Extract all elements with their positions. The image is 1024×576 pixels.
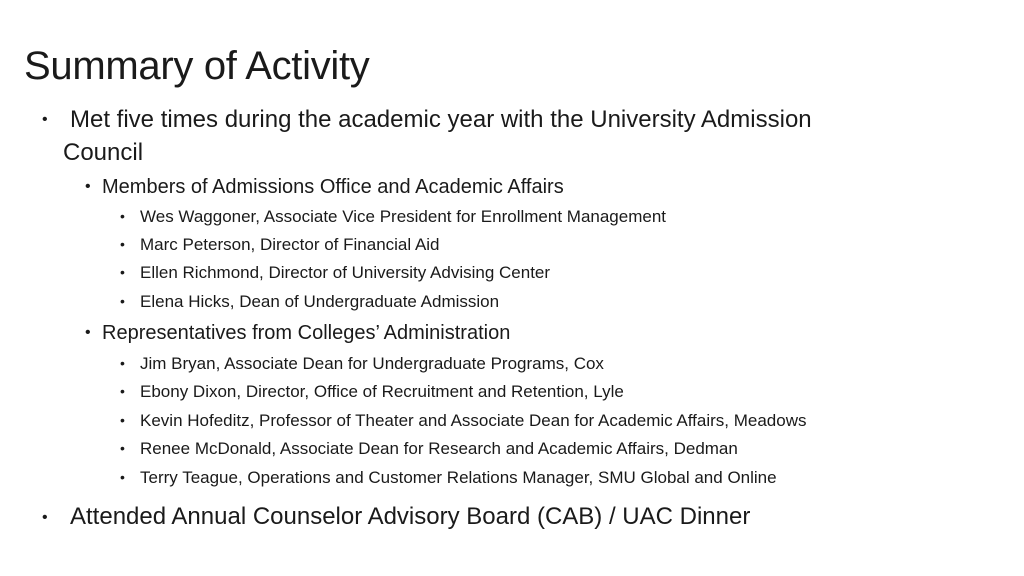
bullet-icon: • bbox=[120, 208, 125, 224]
member-item: Terry Teague, Operations and Customer Relations Manager, SMU Global and Online bbox=[140, 468, 777, 487]
member-item: Wes Waggoner, Associate Vice President for Enrollment Management bbox=[140, 207, 667, 226]
bullet-icon: • bbox=[85, 178, 91, 195]
bullet-icon: • bbox=[42, 509, 48, 526]
member-item: Renee McDonald, Associate Dean for Research and Academic Affairs, Dedman bbox=[140, 439, 738, 458]
member-item: Elena Hicks, Dean of Undergraduate Admission bbox=[140, 292, 500, 311]
bullet-icon: • bbox=[42, 111, 48, 128]
point-1-text-continued: Council bbox=[63, 139, 144, 166]
bullet-icon: • bbox=[120, 293, 125, 309]
group-members-admissions: Members of Admissions Office and Academic Affairs bbox=[102, 176, 564, 198]
member-item: Kevin Hofeditz, Professor of Theater and Associate Dean for Academic Affairs, Meadows bbox=[140, 411, 807, 430]
member-item: Jim Bryan, Associate Dean for Undergraduate Programs, Cox bbox=[140, 354, 604, 373]
bullet-icon: • bbox=[120, 440, 125, 456]
group-colleges-administration: Representatives from Colleges’ Administration bbox=[102, 322, 511, 344]
bullet-icon: • bbox=[120, 412, 125, 428]
bullet-icon: • bbox=[120, 469, 125, 485]
bullet-icon: • bbox=[120, 264, 125, 280]
point-2-text: Attended Annual Counselor Advisory Board (CAB) / UAC Dinner bbox=[70, 503, 751, 530]
bullet-icon: • bbox=[120, 383, 125, 399]
bullet-icon: • bbox=[120, 236, 125, 252]
member-item: Ebony Dixon, Director, Office of Recruitment and Retention, Lyle bbox=[140, 382, 624, 401]
point-1-text: Met five times during the academic year with the University Admission bbox=[70, 106, 812, 133]
bullet-icon: • bbox=[85, 324, 91, 341]
member-item: Marc Peterson, Director of Financial Aid bbox=[140, 235, 440, 254]
bullet-icon: • bbox=[120, 355, 125, 371]
slide-title: Summary of Activity bbox=[24, 44, 370, 88]
member-item: Ellen Richmond, Director of University Advising Center bbox=[140, 263, 551, 282]
